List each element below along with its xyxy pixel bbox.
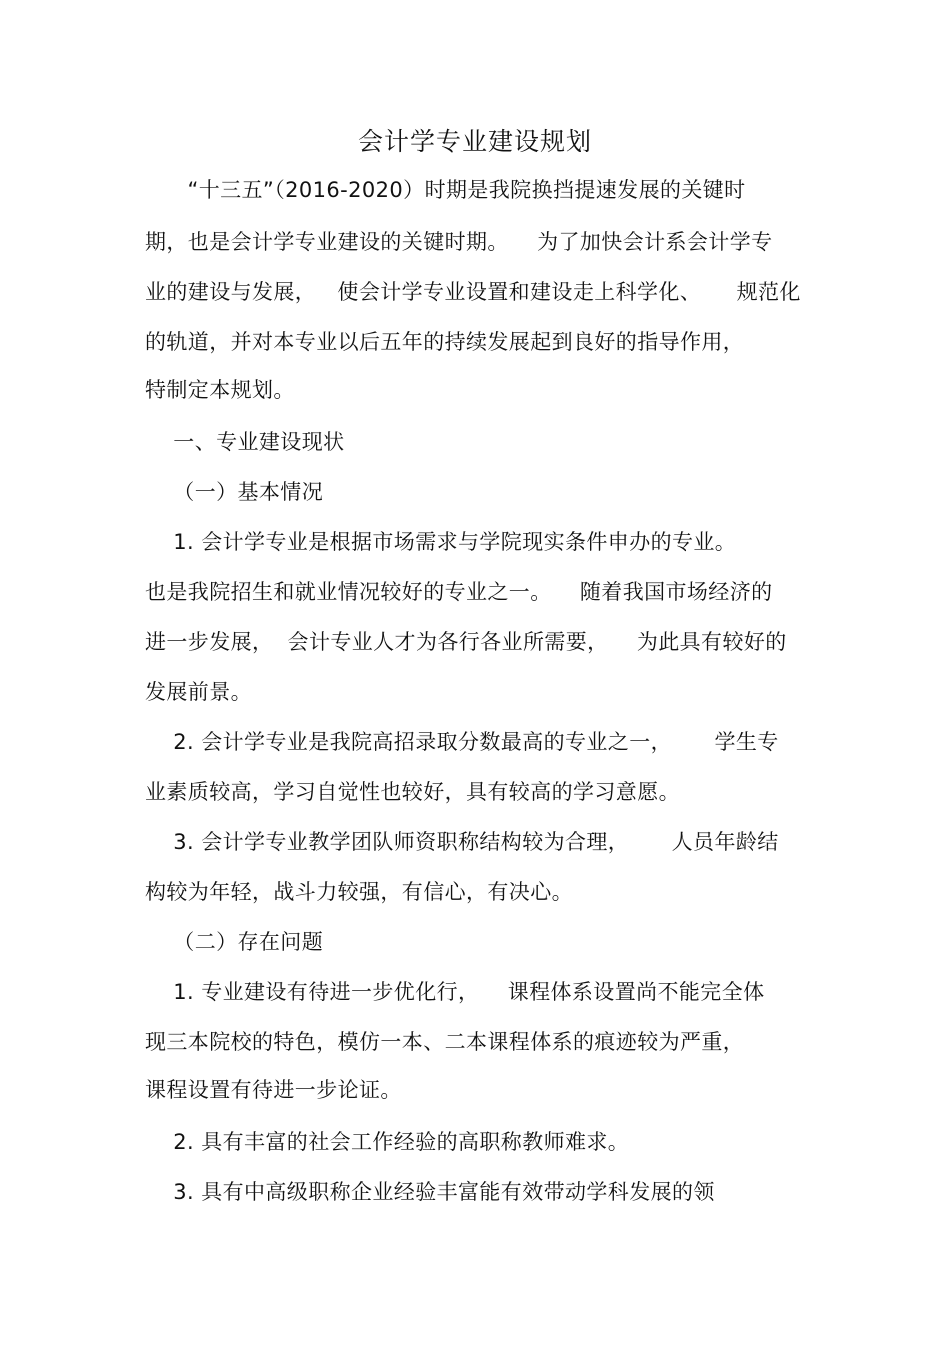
paragraph-line: 业素质较高，学习自觉性也较好，具有较高的学习意愿。 [145,780,680,804]
paragraph-line: 业的建设与发展， 使会计学专业设置和建设走上科学化、 规范化 [145,280,801,304]
paragraph-line: 2. 会计学专业是我院高招录取分数最高的专业之一， 学生专 [145,730,779,754]
paragraph-line: 1. 专业建设有待进一步优化行， 课程体系设置尚不能完全体 [145,980,765,1004]
paragraph-line: 1. 会计学专业是根据市场需求与学院现实条件申办的专业。 [145,530,737,554]
section-heading: 一、专业建设现状 [145,430,345,454]
document-title: 会计学专业建设规划 [357,127,592,156]
paragraph-line: 2. 具有丰富的社会工作经验的高职称教师难求。 [145,1130,630,1154]
subsection-heading: （一）基本情况 [145,480,324,504]
paragraph-line: 3. 具有中高级职称企业经验丰富能有效带动学科发展的领 [145,1180,715,1204]
paragraph-line: 课程设置有待进一步论证。 [145,1078,402,1102]
paragraph-line: “十三五”（2016-2020）时期是我院换挡提速发展的关键时 [145,178,746,202]
paragraph-line: 3. 会计学专业教学团队师资职称结构较为合理， 人员年龄结 [145,830,779,854]
paragraph-line: 发展前景。 [145,680,252,704]
paragraph-line: 现三本院校的特色，模仿一本、二本课程体系的痕迹较为严重， [145,1030,745,1054]
paragraph-line: 期，也是会计学专业建设的关键时期。 为了加快会计系会计学专 [145,230,773,254]
paragraph-line: 的轨道，并对本专业以后五年的持续发展起到良好的指导作用， [145,330,745,354]
paragraph-line: 特制定本规划。 [145,378,295,402]
paragraph-line: 进一步发展， 会计专业人才为各行各业所需要， 为此具有较好的 [145,630,787,654]
subsection-heading: （二）存在问题 [145,930,324,954]
paragraph-line: 构较为年轻，战斗力较强，有信心，有决心。 [145,880,573,904]
paragraph-line: 也是我院招生和就业情况较好的专业之一。 随着我国市场经济的 [145,580,773,604]
